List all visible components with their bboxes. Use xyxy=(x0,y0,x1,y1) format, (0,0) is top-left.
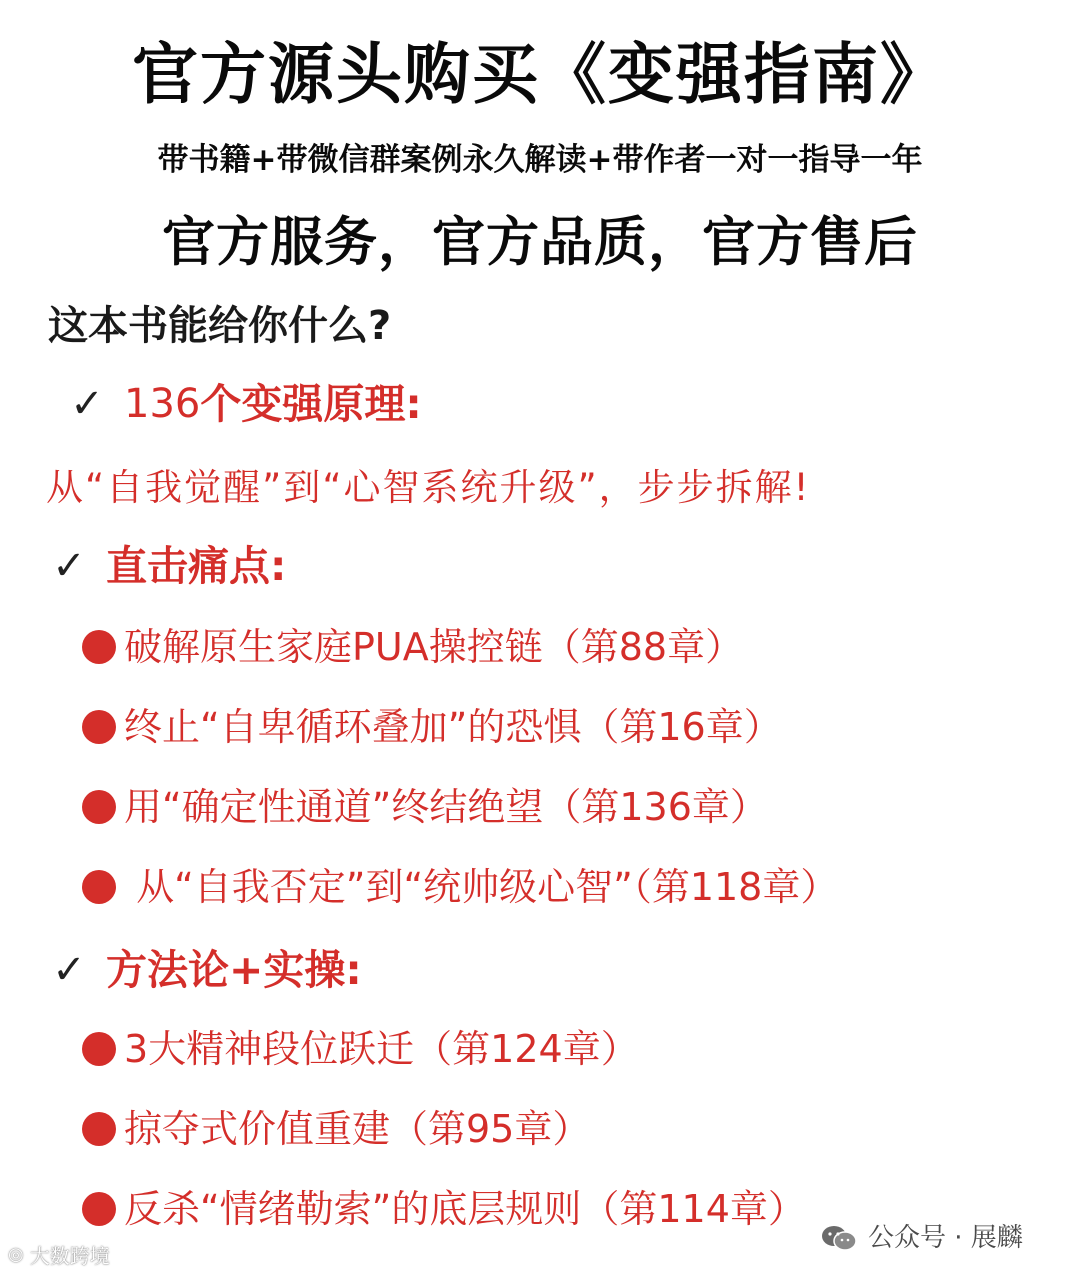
red-dot-icon xyxy=(82,630,116,664)
list-item xyxy=(82,700,782,754)
methodology-text: 掠夺式价值重建（第95章） xyxy=(124,1107,591,1151)
page-tagline: 官方服务，官方品质，官方售后 xyxy=(162,212,918,273)
principles-heading xyxy=(64,376,422,432)
pain-points-heading xyxy=(46,538,286,594)
red-dot-icon xyxy=(82,790,116,824)
methodology-label: 方法论+实操: xyxy=(106,946,362,994)
pain-points-label: 直击痛点: xyxy=(106,542,287,590)
pain-point-text: 用“确定性通道”终结绝望（第136章） xyxy=(124,785,768,829)
source-watermark xyxy=(8,1240,110,1269)
page-subtitle: 带书籍+带微信群案例永久解读+带作者一对一指导一年 xyxy=(157,142,923,178)
red-dot-icon xyxy=(82,870,116,904)
watermark-right-text: 公众号 · 展麟 xyxy=(868,1223,1023,1253)
pain-point-text: 从“自我否定”到“统帅级心智”（第118章） xyxy=(124,865,839,909)
check-icon: ✓ xyxy=(52,543,86,589)
wechat-watermark xyxy=(820,1218,1023,1258)
methodology-text: 反杀“情绪勒索”的底层规则（第114章） xyxy=(124,1187,806,1231)
list-item xyxy=(82,620,743,674)
check-icon: ✓ xyxy=(70,381,104,427)
red-dot-icon xyxy=(82,1192,116,1226)
pain-point-text: 终止“自卑循环叠加”的恐惧（第16章） xyxy=(124,705,782,749)
principles-description: 从“自我觉醒”到“心智系统升级”，步步拆解! xyxy=(46,466,811,509)
page-title: 官方源头购买《变强指南》 xyxy=(132,36,948,113)
methodology-text: 3大精神段位跃迁（第124章） xyxy=(124,1027,639,1071)
principles-number: 136 xyxy=(124,381,201,427)
wechat-icon xyxy=(820,1224,858,1252)
red-dot-icon xyxy=(82,1112,116,1146)
pain-point-text: 破解原生家庭PUA操控链（第88章） xyxy=(124,625,744,669)
methodology-heading xyxy=(46,942,362,998)
list-item xyxy=(82,1022,639,1076)
watermark-logo-icon: ◎ xyxy=(8,1244,24,1265)
section-question: 这本书能给你什么? xyxy=(48,303,392,349)
list-item xyxy=(82,780,768,834)
principles-label: 个变强原理: xyxy=(200,380,422,428)
list-item xyxy=(82,860,838,914)
red-dot-icon xyxy=(82,710,116,744)
list-item xyxy=(82,1102,590,1156)
watermark-left-text: 大数跨境 xyxy=(29,1244,110,1268)
red-dot-icon xyxy=(82,1032,116,1066)
check-icon: ✓ xyxy=(52,947,86,993)
list-item xyxy=(82,1182,806,1236)
